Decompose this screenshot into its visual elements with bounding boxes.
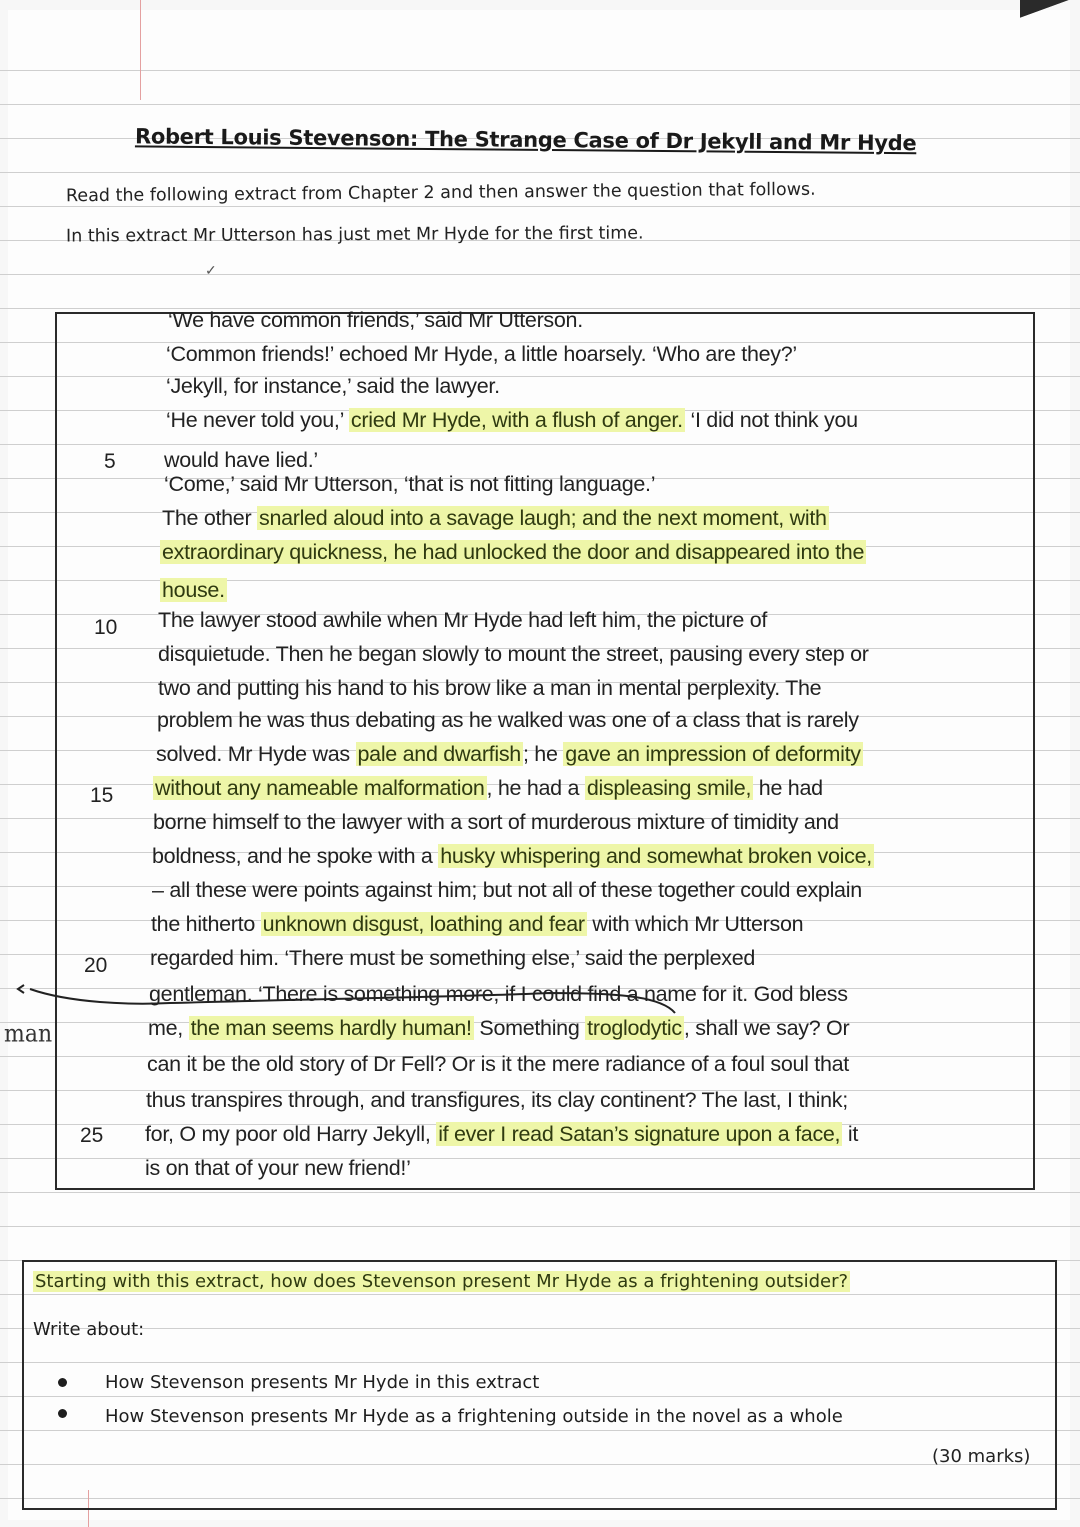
line-number-10: 10 (94, 616, 118, 639)
extract-text-segment: gentleman. ‘There is something more, if I could find a name for it. God bless (149, 982, 848, 1006)
extract-text-segment: me, (148, 1016, 189, 1040)
extract-text-segment: two and putting his hand to his brow like a man in mental perplexity. The (158, 676, 822, 700)
notebook-rule-line (0, 1226, 1080, 1227)
marks-label: (30 marks) (932, 1446, 1031, 1467)
extract-text-segment: The other (162, 506, 257, 530)
highlighted-phrase: gave an impression of deformity (565, 742, 861, 766)
context-text: In this extract Mr Utterson has just met Mr Hyde for the first time. (65, 223, 644, 247)
extract-line (156, 742, 863, 767)
line-number-5: 5 (104, 450, 116, 473)
extract-line (160, 578, 227, 603)
extract-text-segment: ‘Common friends!’ echoed Mr Hyde, a little hoarsely. ‘Who are they?’ (166, 342, 797, 366)
bullet-icon (58, 1409, 67, 1418)
extract-line (145, 1156, 411, 1181)
extract-text-segment: ‘He never told you,’ (166, 408, 349, 432)
handwritten-arrow-icon (10, 975, 690, 1015)
highlighted-phrase: snarled aloud into a savage laugh; and the next moment, with (259, 506, 827, 530)
extract-line (168, 308, 583, 333)
notebook-rule-line (0, 70, 1080, 71)
extract-text-segment: ‘We have common friends,’ said Mr Utterson. (168, 308, 583, 332)
highlighted-phrase: if ever I read Satan’s signature upon a face, (438, 1122, 841, 1146)
extract-line (162, 506, 829, 531)
extract-text-segment: problem he was thus debating as he walked was one of a class that is rarely (157, 708, 859, 732)
extract-text-segment: with which Mr Utterson (586, 912, 804, 936)
extract-line (164, 472, 655, 497)
extract-line (150, 946, 755, 971)
highlighted-phrase: displeasing smile, (586, 776, 752, 800)
write-about-label: Write about: (33, 1319, 145, 1340)
document-title: Robert Louis Stevenson: The Strange Case of Dr Jekyll and Mr Hyde (134, 124, 917, 156)
notebook-rule-line (0, 206, 1080, 207)
question-prompt (33, 1271, 850, 1292)
extract-line (148, 1016, 849, 1041)
notebook-rule-line (0, 104, 1080, 105)
extract-text-segment: ; he (522, 742, 564, 766)
highlighted-phrase: house. (162, 578, 225, 602)
extract-line (153, 810, 839, 835)
extract-line (158, 642, 869, 667)
extract-line (151, 912, 803, 937)
extract-line (146, 1088, 848, 1113)
highlighted-phrase: husky whispering and somewhat broken voice, (440, 844, 872, 868)
extract-text-segment: he had (753, 776, 823, 800)
highlighted-phrase: the man seems hardly human! (190, 1016, 472, 1040)
extract-line (160, 540, 866, 565)
extract-line (166, 408, 858, 433)
handwritten-tick-mark: ✓ (205, 262, 217, 278)
extract-line (157, 708, 859, 733)
extract-line (152, 844, 874, 869)
line-number-15: 15 (90, 784, 114, 807)
extract-text-segment: it (842, 1122, 859, 1146)
notebook-rule-line (0, 274, 1080, 275)
extract-line (166, 374, 500, 399)
highlighted-phrase: cried Mr Hyde, with a flush of anger. (350, 408, 683, 432)
extract-text-segment: would have lied.’ (164, 448, 318, 472)
notebook-rule-line (0, 1192, 1080, 1193)
extract-text-segment: ‘I did not think you (684, 408, 858, 432)
extract-text-segment: can it be the old story of Dr Fell? Or is it the mere radiance of a foul soul that (147, 1052, 849, 1076)
extract-text-segment: for, O my poor old Harry Jekyll, (145, 1122, 437, 1146)
extract-text-segment: solved. Mr Hyde was (156, 742, 356, 766)
extract-text-segment: Something (473, 1016, 586, 1040)
line-number-20: 20 (84, 954, 108, 977)
bullet-item-2: How Stevenson presents Mr Hyde as a frightening outside in the novel as a whole (105, 1406, 843, 1427)
extract-text-segment: disquietude. Then he began slowly to mount the street, pausing every step or (158, 642, 869, 666)
highlighted-phrase: pale and dwarfish (357, 742, 521, 766)
highlighted-phrase: extraordinary quickness, he had unlocked the door and disappeared into the (162, 540, 865, 564)
extract-text-segment: boldness, and he spoke with a (152, 844, 439, 868)
extract-line (166, 342, 797, 367)
instruction-text: Read the following extract from Chapter 2 and then answer the question that follows. (65, 179, 816, 207)
bullet-item-1: How Stevenson presents Mr Hyde in this extract (105, 1372, 540, 1393)
highlighted-phrase: without any nameable malformation (155, 776, 485, 800)
margin-note-man: man (4, 1020, 53, 1049)
extract-text-segment: , shall we say? Or (683, 1016, 850, 1040)
extract-line (147, 1052, 849, 1077)
highlighted-phrase: troglodytic (587, 1016, 682, 1040)
extract-text-segment: The lawyer stood awhile when Mr Hyde had left him, the picture of (158, 608, 768, 632)
question-prompt-highlight: Starting with this extract, how does Stevenson present Mr Hyde as a frightening outsider? (35, 1271, 849, 1292)
extract-line (145, 1122, 858, 1147)
extract-line (164, 448, 318, 473)
extract-text-segment: thus transpires through, and transfigures, its clay continent? The last, I think; (146, 1088, 848, 1112)
margin-rule (140, 0, 141, 100)
extract-line (152, 878, 862, 903)
page-corner-shadow (1020, 0, 1080, 22)
extract-text-segment: ‘Come,’ said Mr Utterson, ‘that is not fitting language.’ (164, 472, 656, 496)
extract-text-segment: the hitherto (151, 912, 261, 936)
notebook-rule-line (0, 172, 1080, 173)
extract-line (158, 676, 821, 701)
line-number-25: 25 (80, 1124, 104, 1147)
extract-text-segment: ‘Jekyll, for instance,’ said the lawyer. (166, 374, 500, 398)
extract-text-segment: is on that of your new friend!’ (145, 1156, 411, 1180)
extract-line (153, 776, 823, 801)
extract-text-segment: regarded him. ‘There must be something else,’ said the perplexed (150, 946, 756, 970)
extract-text-segment: borne himself to the lawyer with a sort of murderous mixture of timidity and (153, 810, 839, 834)
bullet-icon (58, 1378, 67, 1387)
extract-text-segment: , he had a (486, 776, 585, 800)
highlighted-phrase: unknown disgust, loathing and fear (262, 912, 585, 936)
extract-line (158, 608, 767, 633)
extract-text-segment: – all these were points against him; but not all of these together could explain (152, 878, 862, 902)
